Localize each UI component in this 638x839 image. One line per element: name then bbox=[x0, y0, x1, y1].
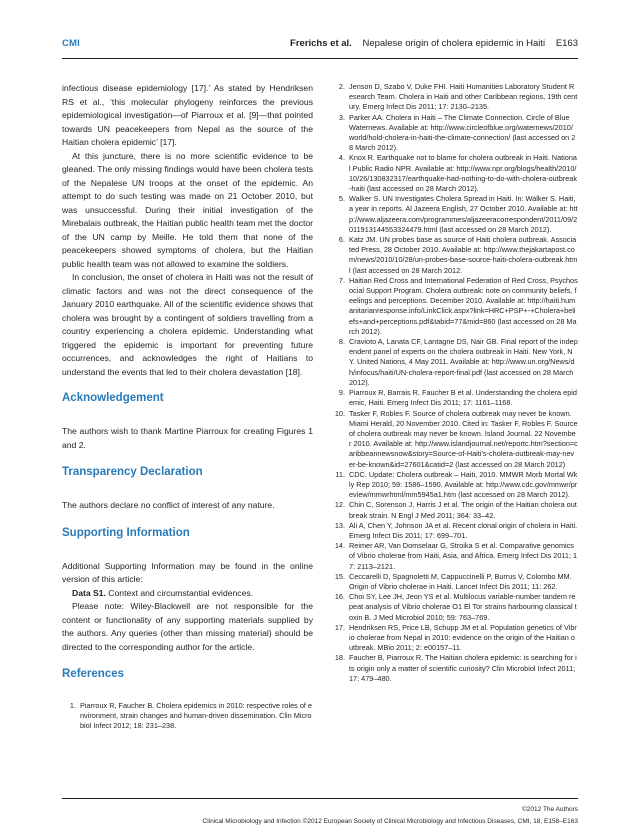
footer-copyright: ©2012 The Authors bbox=[522, 806, 578, 813]
reference-item-12: 12. Chin C, Sorenson J, Harris J et al. The origin of the Haitian cholera outbreak strain. N Engl J Med 2011; 364: 33–42. bbox=[334, 500, 577, 520]
body-paragraph-3: In conclusion, the onset of cholera in Haiti was not the result of climatic factors and was not the direct consequence of the January 2010 earthquake. All of the scientific evidence shows that cholera was brought by a contingent of soldiers travelling from a country experiencing a cholera epidemic. Understanding what triggered the epidemic is important for preventing future occurrences, and acknowledges the right of Haitians to understand the events that led to their cholera devastation [18]. bbox=[62, 272, 313, 377]
running-head bbox=[290, 38, 578, 49]
reference-item-13: 13. Ali A, Chen Y, Johnson JA et al. Recent clonal origin of cholera in Haiti. Emerg Infect Dis 2011; 17: 699–701. bbox=[334, 520, 578, 540]
reference-item-14: 14. Reimer AR, Van Domselaar G, Stroika S et al. Comparative genomics of Vibrio cholerae from Haiti, Asia, and Africa. Emerg Infect Dis 2011; 17: 2113–2121. bbox=[334, 541, 578, 571]
reference-item-10: 10. Tasker F, Robles F. Source of cholera outbreak may never be known. Miami Herald, 20 November 2010. Cited in: Tasker F, Robles F. Source of cholera outbreak may never be known. Island Journal. 22 November 2010. Available at: http://www.islandjournal.net/reportc.htm?section=caribbeannewsnow&story=Source-of-Haiti’s-cholera-outbreak-may-never-be-known&id=27601&catid=2 (last accessed on 28 March 2012) bbox=[334, 408, 578, 469]
left-column bbox=[62, 82, 313, 732]
reference-item-4: 4. Knox R. Earthquake not to blame for cholera outbreak in Haiti. National Public Radio NPR. Available at: http://www.npr.org/blogs/health/2010/10/26/130832317/earthquake-had-nothing-to-do-with-cholera-outbreak-haiti (last accessed on 28 March 2012). bbox=[338, 153, 577, 194]
reference-list-left bbox=[62, 701, 313, 732]
running-head-author: Frerichs et al. bbox=[290, 38, 352, 49]
transparency-heading: Transparency Declaration bbox=[62, 466, 203, 478]
acknowledgement-text: The authors wish to thank Martine Piarroux for creating Figures 1 and 2. bbox=[62, 426, 313, 450]
supporting-data-label: Data S1. bbox=[72, 587, 106, 598]
reference-item-17: 17. Hendriksen RS, Price LB, Schupp JM et al. Population genetics of Vibrio cholerae from Nepal in 2010: evidence on the origin of the Haitian outbreak. MBio 2011; 2: e00157–11. bbox=[334, 622, 577, 653]
reference-item-18: 18. Faucher B, Piarroux R. The Haitian cholera epidemic: is searching for its origin only a matter of scientific curiosity? Clin Microbiol Infect 2011; 17: 479–480. bbox=[334, 653, 577, 683]
running-head-title: Nepalese origin of cholera epidemic in Haiti bbox=[362, 38, 546, 49]
reference-item-9: 9. Piarroux R, Barrais R, Faucher B et al. Understanding the cholera epidemic, Haiti. Emerg Infect Dis 2011; 17: 1161–1168. bbox=[338, 388, 577, 408]
page-header bbox=[62, 38, 578, 54]
reference-item-8: 8. Cravioto A, Lanata CF, Lantagne DS, Nair GB. Final report of the independent panel of experts on the cholera outbreak in Haiti. New York, NY. United Nations, 4 May 2011. Available at: http://www.un.org/News/dh/infocus/haiti/UN-cholera-report-final.pdf (last accessed on 28 March 2012). bbox=[338, 337, 578, 387]
header-rule bbox=[62, 58, 578, 59]
reference-item-5: 5. Walker S. UN Investigates Cholera Spread in Haiti. In: Walker S. Haiti, a year in reports. Al Jazeera English, 27 October 2010. Available at: http://www.aljazeera.com/programmes/aljazeeracorrespondent/2011/09/2011913144553324479.html (last accessed on 28 March 2012). bbox=[338, 194, 578, 234]
reference-item-11: 11. CDC. Update: Cholera outbreak – Haiti, 2010. MMWR Morb Mortal Wkly Rep 2010; 59: 1586–1590. Available at: http://www.cdc.gov/mmwr/preview/mmwrhtml/mm5945a1.htm (last accessed on 28 March 2012). bbox=[335, 469, 578, 500]
supporting-data-item bbox=[62, 587, 313, 601]
reference-item-7: 7. Haitian Red Cross and International Federation of Red Cross, Psychosocial Support Program. Cholera outbreak: note on community beliefs, feelings and perceptions. December 2010. Available at: http://haiti.humanitarianresponse.info/LinkClick.aspx?link=HRC+PSP+-+Cholera+beliefs+and+perceptions.pdf&tabid=77&mid=860 (last accessed on 28 March 2012). bbox=[338, 275, 578, 336]
supporting-info-note: Please note: Wiley-Blackwell are not responsible for the content or functionality of any supporting materials supplied by the authors. Any queries (other than missing material) should be directed to the corresponding author for the article. bbox=[62, 601, 313, 652]
body-paragraph-2: At this juncture, there is no more scientific evidence to be gleaned. The only missing findings would have been cholera tests of the Nepalese UN troops at the onset of the epidemic. An attempt to do such testing was made on 21 October 2010, but was unsuccessful. During their initial investigation of the Mirebalais outbreak, the Haitian public health team met the doctor of the UN camp by Meille. He told them that none of the peacekeepers showed symptoms of cholera, but the Haitian public health team was not allowed to examine the soldiers. bbox=[62, 150, 313, 269]
right-column-references bbox=[331, 82, 578, 684]
reference-item-15: 15. Ceccarelli D, Spagnoletti M, Cappuccinelli P, Burrus V, Colombo MM. Origin of Vibrio cholerae in Haiti. Lancet Infect Dis 2011; 11: 262. bbox=[334, 571, 572, 591]
body-paragraph-1: infectious disease epidemiology [17].’ As stated by Hendriksen RS et al., ‘this molecular phylogeny reinforces the previous epidemiological investigation—of Piarroux et al. [9]—that pointed towards UN peacekeepers from Nepal as the source of the Haitian cholera epidemic’ [17]. bbox=[62, 83, 313, 147]
reference-item-3: 3. Parker AA. Cholera in Haiti – The Climate Connection. Circle of Blue Waternews. Available at: http://www.circleofblue.org/waternews/2010/world/hold-cholera-in-haiti-the-climate-connection/ (last accessed on 28 March 2012). bbox=[338, 112, 576, 153]
reference-item-2: 2. Jenson D, Szabo V, Duke FHI. Haiti Humanities Laboratory Student Research Team. Cholera in Haiti and other Caribbean regions, 19th century. Emerg Infect Dis 2011; 17: 2130–2135. bbox=[338, 82, 578, 112]
references-heading: References bbox=[62, 668, 125, 680]
transparency-text: The authors declare no conflict of interest of any nature. bbox=[62, 500, 275, 510]
supporting-info-heading: Supporting Information bbox=[62, 526, 190, 539]
journal-abbreviation: CMI bbox=[62, 38, 81, 49]
page-number: E163 bbox=[555, 38, 578, 49]
acknowledgement-heading: Acknowledgement bbox=[62, 392, 164, 404]
reference-item-16: 16. Choi SY, Lee JH, Jeon YS et al. Multilocus variable-number tandem repeat analysis of Vibrio cholerae O1 El Tor strains harbouring classical toxin B. J Med Microbiol 2010; 59: 763–769. bbox=[334, 592, 577, 622]
supporting-data-desc: Context and circumstantial evidences. bbox=[105, 587, 254, 598]
footer-rule bbox=[62, 798, 578, 799]
reference-item-1: 1. Piarroux R, Faucher B. Cholera epidemics in 2010: respective roles of environment, strain changes and human-driven dissemination. Clin Microbiol Infect 2012; 18: 231–238. bbox=[69, 701, 312, 731]
footer-citation: Clinical Microbiology and Infection ©2012 European Society of Clinical Microbiology and Infectious Diseases, CMI, 18, E158–E163 bbox=[202, 818, 578, 825]
reference-item-6: 6. Katz JM. UN probes base as source of Haiti cholera outbreak. Associated Press, 28 October 2010. Available at: http://www.thejakartapost.com/news/2010/10/28/un-probes-base-source-haiti-cholera-outbreak.html (last accessed on 28 March 2012. bbox=[338, 235, 578, 275]
supporting-info-text: Additional Supporting Information may be found in the online version of this article: bbox=[62, 560, 313, 584]
